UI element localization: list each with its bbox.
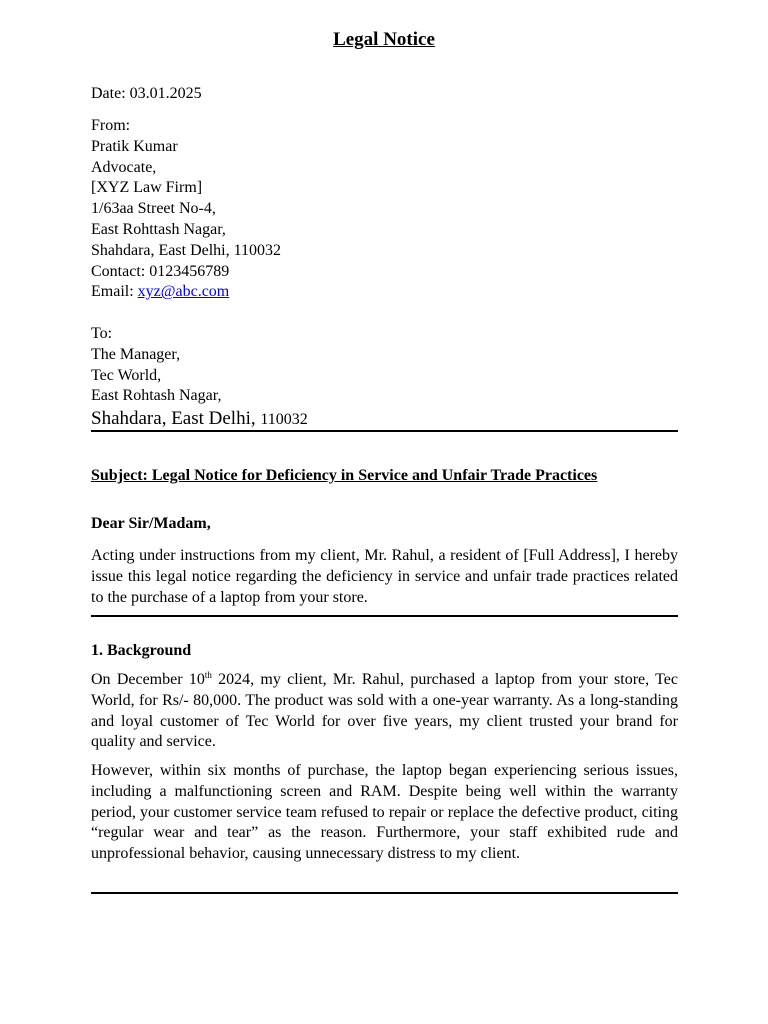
sender-email-line bbox=[91, 282, 678, 303]
recipient-address-1: East Rohtash Nagar, bbox=[91, 387, 222, 405]
sender-block bbox=[91, 116, 678, 303]
sender-role: Advocate, bbox=[91, 158, 157, 176]
background-paragraph-1 bbox=[91, 670, 678, 753]
recipient-pin: 110032 bbox=[260, 411, 308, 429]
recipient-address-2 bbox=[91, 409, 678, 431]
recipient-block bbox=[91, 324, 678, 431]
sender-contact: Contact: 0123456789 bbox=[91, 262, 230, 280]
recipient-name: The Manager, bbox=[91, 345, 181, 363]
section-1-heading: 1. Background bbox=[91, 642, 192, 659]
date-line: Date: 03.01.2025 bbox=[91, 85, 202, 102]
sender-address-3: Shahdara, East Delhi, 110032 bbox=[91, 241, 282, 259]
divider-1 bbox=[91, 430, 678, 432]
sender-address-2: East Rohttash Nagar, bbox=[91, 220, 226, 238]
recipient-company: Tec World, bbox=[91, 366, 162, 384]
para1-start: On December 10 bbox=[91, 671, 205, 688]
document-title: Legal Notice bbox=[333, 29, 435, 50]
email-label: Email: bbox=[91, 283, 138, 301]
recipient-city: Shahdara, East Delhi, bbox=[91, 408, 261, 430]
subject-line: Subject: Legal Notice for Deficiency in Service and Unfair Trade Practices bbox=[91, 467, 598, 484]
sender-firm: [XYZ Law Firm] bbox=[91, 179, 203, 197]
background-paragraph-2: However, within six months of purchase, the laptop began experiencing serious issues, including a malfunctioning screen and RAM. Despite being well within the warranty period, your customer service team refused to repair or replace the defective product, citing “regular wear and tear” as the reason. Furthermore, your staff exhibited rude and unprofessional behavior, causing unnecessary distress to my client. bbox=[91, 762, 678, 863]
sender-address-1: 1/63aa Street No-4, bbox=[91, 200, 216, 218]
ordinal-suffix: th bbox=[204, 670, 212, 680]
to-label: To: bbox=[91, 325, 113, 342]
from-label: From: bbox=[91, 117, 131, 134]
intro-paragraph: Acting under instructions from my client, Mr. Rahul, a resident of [Full Address], I hereby issue this legal notice regarding the deficiency in service and unfair trade practices related to the purchase of a laptop from your store. bbox=[91, 547, 678, 606]
divider-3 bbox=[91, 892, 678, 894]
divider-2 bbox=[91, 615, 678, 617]
sender-name: Pratik Kumar bbox=[91, 137, 178, 155]
salutation: Dear Sir/Madam, bbox=[91, 515, 211, 532]
para1-rest: 2024, my client, Mr. Rahul, purchased a laptop from your store, Tec World, for Rs/- 80,000. The product was sold with a one-year warranty. As a long-standing and loyal customer of Tec World for over five years, my client trusted your brand for quality and service. bbox=[91, 671, 678, 751]
email-link[interactable]: xyz@abc.com bbox=[137, 283, 230, 301]
